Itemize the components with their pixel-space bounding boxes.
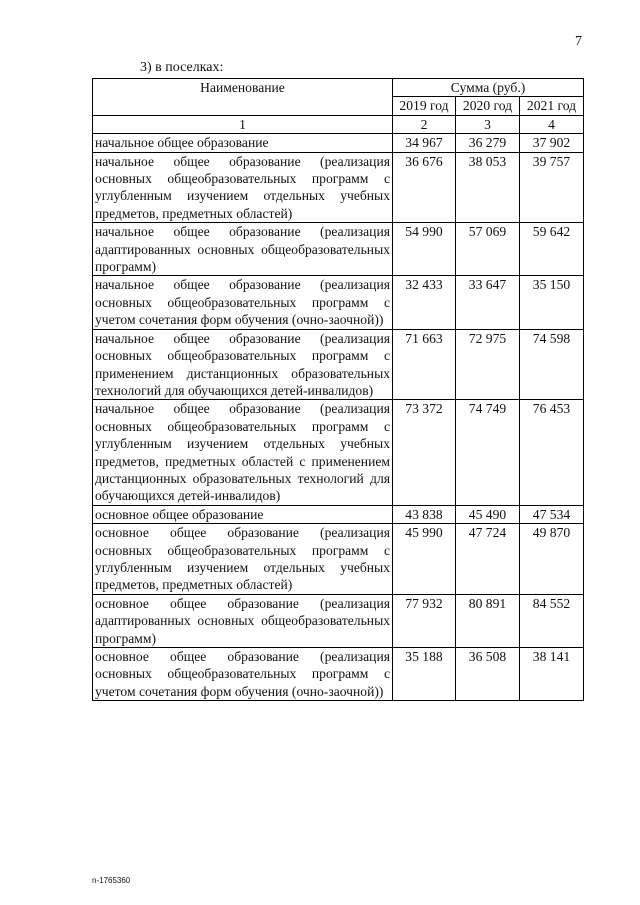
header-row xyxy=(93,79,584,97)
row-value: 35 188 xyxy=(393,648,456,701)
row-value: 36 279 xyxy=(456,134,520,152)
row-name: начальное общее образование (реализация адаптированных основных общеобразовательных программ) xyxy=(93,223,393,276)
table-row xyxy=(93,152,584,223)
table-row xyxy=(93,505,584,523)
row-name: начальное общее образование xyxy=(93,134,393,152)
row-value: 80 891 xyxy=(456,594,520,647)
row-value: 77 932 xyxy=(393,594,456,647)
table-row xyxy=(93,329,584,400)
row-value: 76 453 xyxy=(520,400,584,505)
row-name: основное общее образование (реализация адаптированных основных общеобразовательных программ) xyxy=(93,594,393,647)
table-row xyxy=(93,400,584,505)
row-name: начальное общее образование (реализация основных общеобразовательных программ с углубленным изучением отдельных учебных предметов, предметных областей) xyxy=(93,152,393,223)
column-index: 1 xyxy=(93,115,393,133)
table-row xyxy=(93,276,584,329)
row-value: 74 598 xyxy=(520,329,584,400)
row-value: 47 724 xyxy=(456,524,520,595)
row-value: 49 870 xyxy=(520,524,584,595)
table-row xyxy=(93,223,584,276)
table-row xyxy=(93,524,584,595)
column-index: 3 xyxy=(456,115,520,133)
row-value: 59 642 xyxy=(520,223,584,276)
row-value: 45 990 xyxy=(393,524,456,595)
page-number: 7 xyxy=(575,34,582,49)
row-value: 36 508 xyxy=(456,648,520,701)
row-value: 33 647 xyxy=(456,276,520,329)
row-value: 39 757 xyxy=(520,152,584,223)
row-value: 38 141 xyxy=(520,648,584,701)
row-value: 47 534 xyxy=(520,505,584,523)
document-id: n-1765360 xyxy=(92,876,131,885)
column-header-year: 2019 год xyxy=(393,97,456,115)
row-value: 37 902 xyxy=(520,134,584,152)
table-row xyxy=(93,648,584,701)
row-name: начальное общее образование (реализация основных общеобразовательных программ с применением дистанционных образовательных технологий для обучающихся детей-инвалидов) xyxy=(93,329,393,400)
row-value: 43 838 xyxy=(393,505,456,523)
row-value: 73 372 xyxy=(393,400,456,505)
budget-table xyxy=(92,78,584,701)
row-value: 72 975 xyxy=(456,329,520,400)
row-value: 71 663 xyxy=(393,329,456,400)
row-value: 74 749 xyxy=(456,400,520,505)
row-value: 35 150 xyxy=(520,276,584,329)
row-name: начальное общее образование (реализация основных общеобразовательных программ с учетом сочетания форм обучения (очно-заочной)) xyxy=(93,276,393,329)
index-row xyxy=(93,115,584,133)
section-title: 3) в поселках: xyxy=(140,60,224,75)
column-header-year: 2020 год xyxy=(456,97,520,115)
column-index: 4 xyxy=(520,115,584,133)
row-value: 34 967 xyxy=(393,134,456,152)
column-index: 2 xyxy=(393,115,456,133)
table-row xyxy=(93,594,584,647)
row-value: 32 433 xyxy=(393,276,456,329)
column-header-sum: Сумма (руб.) xyxy=(393,79,584,97)
row-value: 54 990 xyxy=(393,223,456,276)
row-value: 57 069 xyxy=(456,223,520,276)
row-value: 45 490 xyxy=(456,505,520,523)
row-name: основное общее образование (реализация основных общеобразовательных программ с учетом сочетания форм обучения (очно-заочной)) xyxy=(93,648,393,701)
row-value: 36 676 xyxy=(393,152,456,223)
row-name: основное общее образование xyxy=(93,505,393,523)
column-header-name: Наименование xyxy=(93,79,393,116)
row-name: начальное общее образование (реализация основных общеобразовательных программ с углубленным изучением отдельных учебных предметов, предметных областей с применением дистанционных образовательных технологий для обучающихся детей-инвалидов) xyxy=(93,400,393,505)
table-body xyxy=(93,134,584,701)
table-row xyxy=(93,134,584,152)
row-value: 38 053 xyxy=(456,152,520,223)
column-header-year: 2021 год xyxy=(520,97,584,115)
row-value: 84 552 xyxy=(520,594,584,647)
row-name: основное общее образование (реализация основных общеобразовательных программ с углубленным изучением отдельных учебных предметов, предметных областей) xyxy=(93,524,393,595)
